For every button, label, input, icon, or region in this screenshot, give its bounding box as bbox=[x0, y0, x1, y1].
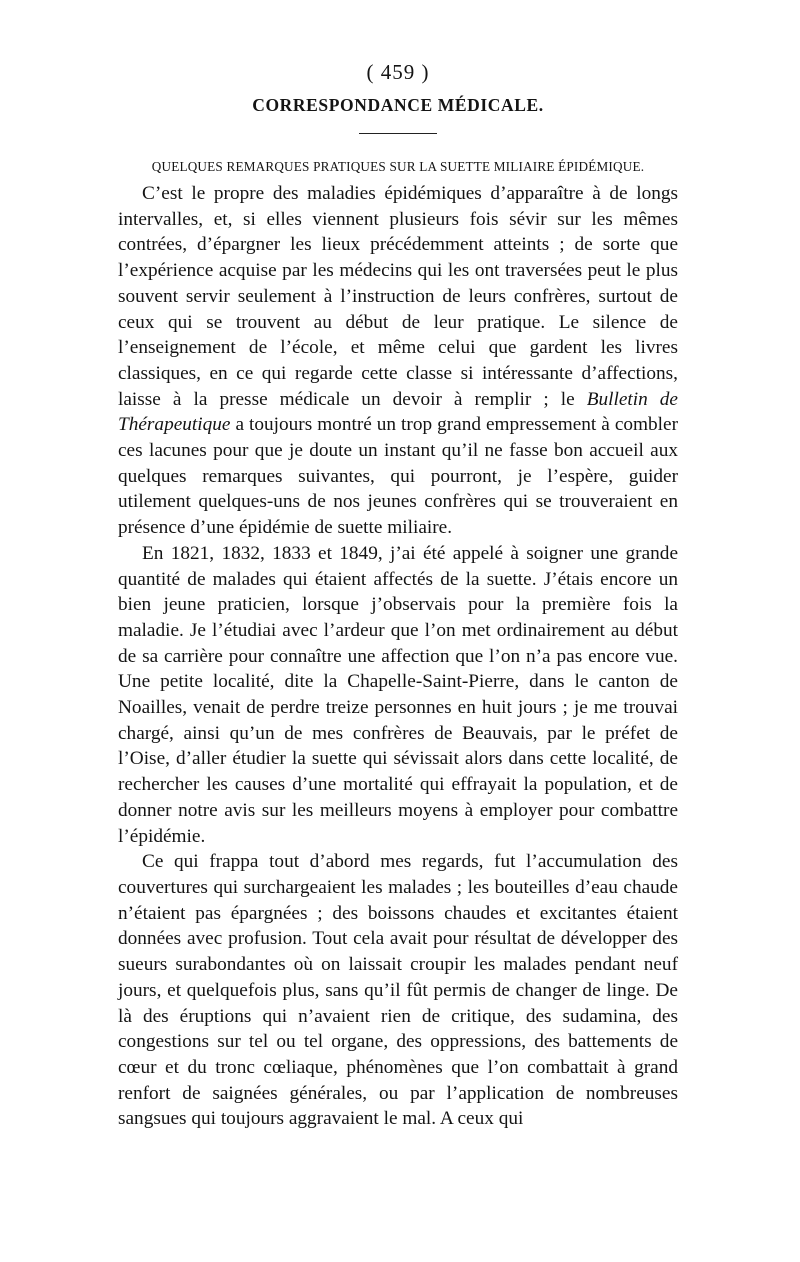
title-rule bbox=[359, 133, 437, 134]
paragraph-3: Ce qui frappa tout d’abord mes regards, fut l’accumulation des couvertures qui surchargeaient les malades ; les bouteilles d’eau chaude n’étaient pas épargnées ; des boissons chaudes et excitantes étaient données avec profusion. Tout cela avait pour résultat de développer des sueurs surabondantes où on laissait croupir les malades pendant neuf jours, et quelquefois plus, sans qu’il fût permis de changer de linge. De là des éruptions qui n’avaient rien de critique, des sudamina, des congestions sur tel ou tel organe, des oppressions, des battements de cœur et du tronc cœliaque, phénomènes que l’on combattait à grand renfort de saignées générales, ou par l’application de nombreuses sangsues qui toujours aggravaient le mal. A ceux qui bbox=[118, 851, 678, 1130]
paragraph-1-text-after: a toujours montré un trop grand empressement à combler ces lacunes pour que je doute un instant qu’il ne fasse bon accueil aux quelques remarques suivantes, qui pourront, je l’espère, guider utilement quelques-uns de nos jeunes confrères qui se trouveraient en présence d’une épidémie de suette miliaire. bbox=[118, 414, 678, 539]
section-title: CORRESPONDANCE MÉDICALE. bbox=[252, 95, 544, 115]
page-number: ( 459 ) bbox=[366, 60, 430, 84]
paragraph-1-text-before: C’est le propre des maladies épidémiques d’apparaître à de longs intervalles, et, si elles viennent plusieurs fois sévir sur les mêmes contrées, d’épargner les lieux précédemment atteints ; de sorte que l’expérience acquise par les médecins qui les ont traversées peut le plus souvent servir seulement à l’instruction de leurs confrères, surtout de ceux qui se trouvent au début de leur pratique. Le silence de l’enseignement de l’école, et même celui que gardent les livres classiques, en ce qui regarde cette classe si intéressante d’affections, laisse à la presse médicale un devoir à remplir ; le bbox=[118, 183, 678, 410]
article-body bbox=[118, 181, 678, 1132]
paragraph-2: En 1821, 1832, 1833 et 1849, j’ai été appelé à soigner une grande quantité de malades qui étaient affectés de la suette. J’étais encore un bien jeune praticien, lorsque j’observais pour la première fois la maladie. Je l’étudiai avec l’ardeur que l’on met ordinairement au début de sa carrière pour connaître une affection que l’on n’a pas encore vue. Une petite localité, dite la Chapelle-Saint-Pierre, dans le canton de Noailles, venait de perdre treize personnes en huit jours ; je me trouvai chargé, ainsi qu’un de mes confrères de Beauvais, par le préfet de l’Oise, d’aller étudier la suette qui sévissait alors dans cette localité, de rechercher les causes d’une mortalité qui effrayait la population, et de donner notre avis sur les meilleurs moyens à employer pour combattre l’épidémie. bbox=[118, 542, 678, 847]
book-page bbox=[118, 60, 678, 1132]
article-title: QUELQUES REMARQUES PRATIQUES SUR LA SUETTE MILIAIRE ÉPIDÉMIQUE. bbox=[151, 159, 645, 174]
journal-title-italic: Bulletin de Thérapeutique bbox=[118, 388, 678, 436]
paragraph-1 bbox=[118, 181, 678, 541]
